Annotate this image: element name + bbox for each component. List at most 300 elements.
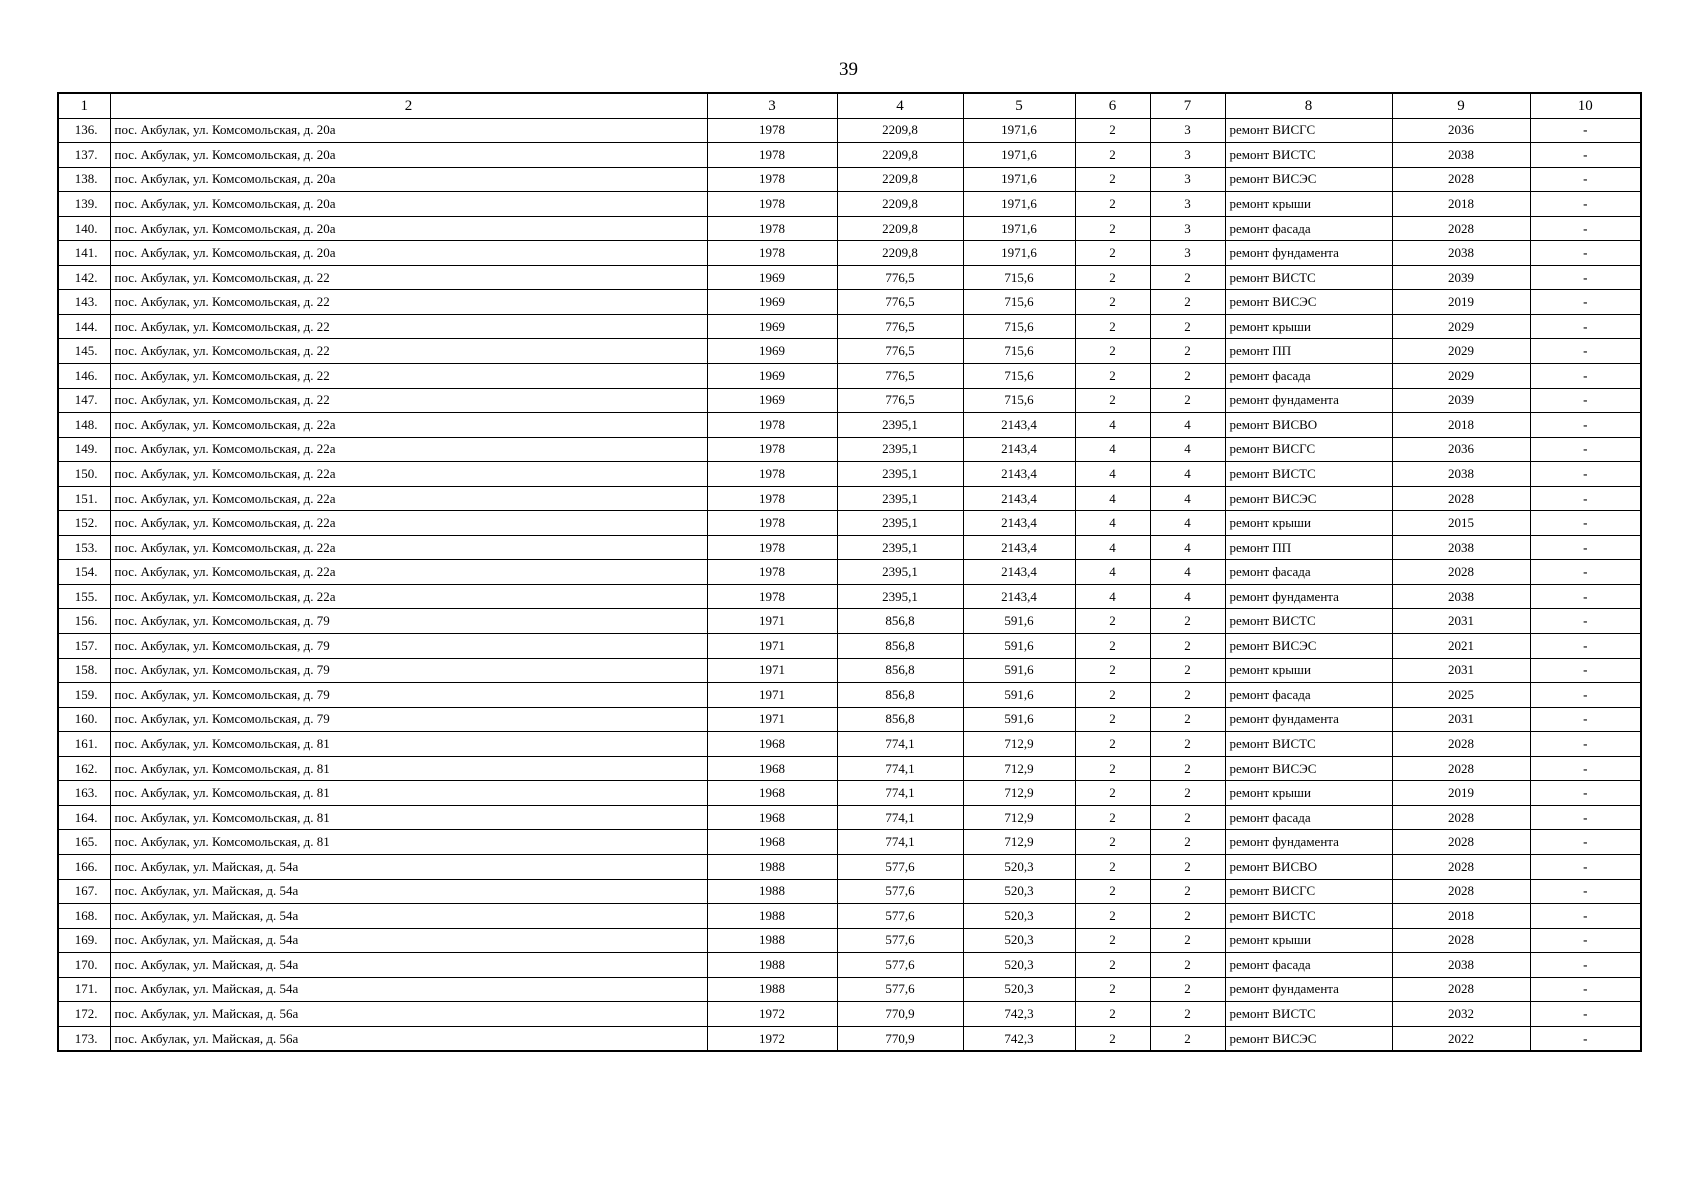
cell-total-area: 577,6 (837, 904, 963, 929)
cell-note: - (1530, 462, 1641, 487)
table-row (58, 732, 1641, 757)
cell-entrances: 4 (1150, 511, 1225, 536)
cell-work-type: ремонт ВИСЭС (1225, 486, 1392, 511)
cell-row-number: 167. (58, 879, 110, 904)
cell-living-area: 1971,6 (963, 143, 1075, 168)
cell-work-type: ремонт ВИСТС (1225, 609, 1392, 634)
cell-entrances: 3 (1150, 192, 1225, 217)
cell-living-area: 742,3 (963, 1026, 1075, 1051)
cell-build-year: 1969 (707, 339, 837, 364)
cell-planned-year: 2028 (1392, 167, 1530, 192)
cell-total-area: 2209,8 (837, 192, 963, 217)
cell-entrances: 2 (1150, 1002, 1225, 1027)
cell-note: - (1530, 658, 1641, 683)
cell-row-number: 173. (58, 1026, 110, 1051)
column-header-7: 7 (1150, 93, 1225, 118)
cell-row-number: 137. (58, 143, 110, 168)
cell-total-area: 776,5 (837, 314, 963, 339)
cell-living-area: 1971,6 (963, 192, 1075, 217)
cell-living-area: 2143,4 (963, 462, 1075, 487)
cell-floors: 2 (1075, 241, 1150, 266)
cell-floors: 2 (1075, 265, 1150, 290)
cell-work-type: ремонт ВИСЭС (1225, 167, 1392, 192)
cell-address: пос. Акбулак, ул. Майская, д. 54а (110, 904, 707, 929)
cell-address: пос. Акбулак, ул. Комсомольская, д. 22 (110, 364, 707, 389)
cell-build-year: 1988 (707, 928, 837, 953)
cell-build-year: 1971 (707, 609, 837, 634)
column-header-6: 6 (1075, 93, 1150, 118)
cell-living-area: 1971,6 (963, 118, 1075, 143)
cell-planned-year: 2015 (1392, 511, 1530, 536)
cell-total-area: 776,5 (837, 388, 963, 413)
table-row (58, 830, 1641, 855)
cell-build-year: 1969 (707, 388, 837, 413)
cell-entrances: 2 (1150, 707, 1225, 732)
cell-planned-year: 2038 (1392, 953, 1530, 978)
cell-work-type: ремонт ВИСГС (1225, 879, 1392, 904)
cell-note: - (1530, 756, 1641, 781)
cell-work-type: ремонт ВИСЭС (1225, 290, 1392, 315)
cell-row-number: 143. (58, 290, 110, 315)
cell-living-area: 712,9 (963, 781, 1075, 806)
cell-build-year: 1969 (707, 364, 837, 389)
cell-living-area: 520,3 (963, 928, 1075, 953)
cell-living-area: 591,6 (963, 683, 1075, 708)
cell-planned-year: 2029 (1392, 364, 1530, 389)
cell-row-number: 141. (58, 241, 110, 266)
cell-note: - (1530, 241, 1641, 266)
cell-address: пос. Акбулак, ул. Майская, д. 54а (110, 953, 707, 978)
cell-living-area: 591,6 (963, 609, 1075, 634)
cell-work-type: ремонт фундамента (1225, 584, 1392, 609)
cell-address: пос. Акбулак, ул. Майская, д. 56а (110, 1002, 707, 1027)
table-row (58, 560, 1641, 585)
cell-address: пос. Акбулак, ул. Комсомольская, д. 79 (110, 683, 707, 708)
cell-floors: 2 (1075, 192, 1150, 217)
cell-row-number: 159. (58, 683, 110, 708)
cell-work-type: ремонт ВИСГС (1225, 437, 1392, 462)
cell-row-number: 171. (58, 977, 110, 1002)
cell-total-area: 774,1 (837, 756, 963, 781)
cell-note: - (1530, 879, 1641, 904)
cell-total-area: 577,6 (837, 977, 963, 1002)
cell-floors: 4 (1075, 486, 1150, 511)
table-row (58, 756, 1641, 781)
table-row (58, 216, 1641, 241)
cell-floors: 4 (1075, 535, 1150, 560)
cell-planned-year: 2028 (1392, 560, 1530, 585)
cell-floors: 2 (1075, 388, 1150, 413)
cell-row-number: 168. (58, 904, 110, 929)
cell-living-area: 520,3 (963, 977, 1075, 1002)
cell-total-area: 577,6 (837, 928, 963, 953)
cell-total-area: 776,5 (837, 265, 963, 290)
cell-work-type: ремонт ВИСЭС (1225, 756, 1392, 781)
cell-total-area: 2395,1 (837, 437, 963, 462)
cell-note: - (1530, 413, 1641, 438)
cell-build-year: 1978 (707, 216, 837, 241)
cell-note: - (1530, 118, 1641, 143)
cell-floors: 2 (1075, 904, 1150, 929)
cell-row-number: 169. (58, 928, 110, 953)
cell-entrances: 2 (1150, 830, 1225, 855)
cell-entrances: 4 (1150, 535, 1225, 560)
cell-note: - (1530, 781, 1641, 806)
cell-entrances: 2 (1150, 364, 1225, 389)
page-number: 39 (839, 59, 858, 80)
cell-living-area: 520,3 (963, 879, 1075, 904)
cell-floors: 2 (1075, 683, 1150, 708)
cell-planned-year: 2028 (1392, 216, 1530, 241)
cell-living-area: 712,9 (963, 732, 1075, 757)
cell-work-type: ремонт фасада (1225, 216, 1392, 241)
cell-planned-year: 2029 (1392, 339, 1530, 364)
cell-row-number: 156. (58, 609, 110, 634)
cell-note: - (1530, 683, 1641, 708)
cell-planned-year: 2036 (1392, 118, 1530, 143)
cell-planned-year: 2018 (1392, 192, 1530, 217)
cell-total-area: 577,6 (837, 953, 963, 978)
cell-note: - (1530, 928, 1641, 953)
table-row (58, 241, 1641, 266)
cell-planned-year: 2028 (1392, 977, 1530, 1002)
cell-note: - (1530, 854, 1641, 879)
table-row (58, 928, 1641, 953)
table-row (58, 339, 1641, 364)
table-row (58, 437, 1641, 462)
cell-address: пос. Акбулак, ул. Комсомольская, д. 22 (110, 314, 707, 339)
cell-total-area: 2395,1 (837, 462, 963, 487)
cell-build-year: 1978 (707, 437, 837, 462)
table-row (58, 486, 1641, 511)
cell-note: - (1530, 609, 1641, 634)
cell-row-number: 162. (58, 756, 110, 781)
cell-work-type: ремонт ВИСЭС (1225, 1026, 1392, 1051)
cell-living-area: 591,6 (963, 707, 1075, 732)
cell-address: пос. Акбулак, ул. Комсомольская, д. 20а (110, 167, 707, 192)
cell-note: - (1530, 486, 1641, 511)
cell-build-year: 1978 (707, 192, 837, 217)
cell-entrances: 2 (1150, 879, 1225, 904)
cell-row-number: 158. (58, 658, 110, 683)
cell-row-number: 172. (58, 1002, 110, 1027)
cell-entrances: 2 (1150, 265, 1225, 290)
cell-entrances: 2 (1150, 732, 1225, 757)
cell-entrances: 4 (1150, 462, 1225, 487)
cell-row-number: 153. (58, 535, 110, 560)
cell-entrances: 2 (1150, 928, 1225, 953)
cell-planned-year: 2021 (1392, 634, 1530, 659)
cell-row-number: 170. (58, 953, 110, 978)
cell-work-type: ремонт фасада (1225, 805, 1392, 830)
cell-floors: 2 (1075, 364, 1150, 389)
cell-build-year: 1978 (707, 143, 837, 168)
cell-total-area: 856,8 (837, 634, 963, 659)
cell-total-area: 776,5 (837, 364, 963, 389)
cell-living-area: 2143,4 (963, 511, 1075, 536)
cell-total-area: 856,8 (837, 707, 963, 732)
cell-entrances: 2 (1150, 781, 1225, 806)
table-row (58, 953, 1641, 978)
cell-total-area: 2395,1 (837, 535, 963, 560)
cell-entrances: 4 (1150, 437, 1225, 462)
cell-entrances: 2 (1150, 388, 1225, 413)
column-header-3: 3 (707, 93, 837, 118)
cell-planned-year: 2028 (1392, 732, 1530, 757)
table-row (58, 904, 1641, 929)
cell-work-type: ремонт ПП (1225, 339, 1392, 364)
cell-floors: 4 (1075, 560, 1150, 585)
column-header-1: 1 (58, 93, 110, 118)
cell-total-area: 776,5 (837, 339, 963, 364)
cell-total-area: 2209,8 (837, 167, 963, 192)
cell-note: - (1530, 290, 1641, 315)
cell-total-area: 2395,1 (837, 511, 963, 536)
cell-work-type: ремонт ПП (1225, 535, 1392, 560)
cell-entrances: 4 (1150, 486, 1225, 511)
cell-address: пос. Акбулак, ул. Майская, д. 54а (110, 928, 707, 953)
cell-entrances: 2 (1150, 609, 1225, 634)
cell-note: - (1530, 1002, 1641, 1027)
cell-row-number: 145. (58, 339, 110, 364)
cell-living-area: 520,3 (963, 854, 1075, 879)
cell-total-area: 2395,1 (837, 486, 963, 511)
cell-address: пос. Акбулак, ул. Комсомольская, д. 20а (110, 241, 707, 266)
cell-floors: 2 (1075, 290, 1150, 315)
cell-address: пос. Акбулак, ул. Майская, д. 54а (110, 977, 707, 1002)
table-row (58, 314, 1641, 339)
cell-note: - (1530, 216, 1641, 241)
cell-build-year: 1978 (707, 535, 837, 560)
cell-living-area: 742,3 (963, 1002, 1075, 1027)
cell-floors: 4 (1075, 462, 1150, 487)
cell-work-type: ремонт крыши (1225, 192, 1392, 217)
cell-floors: 2 (1075, 953, 1150, 978)
cell-address: пос. Акбулак, ул. Комсомольская, д. 22а (110, 413, 707, 438)
cell-row-number: 146. (58, 364, 110, 389)
cell-work-type: ремонт ВИСТС (1225, 732, 1392, 757)
cell-work-type: ремонт фундамента (1225, 977, 1392, 1002)
cell-floors: 2 (1075, 928, 1150, 953)
cell-planned-year: 2028 (1392, 486, 1530, 511)
cell-entrances: 3 (1150, 241, 1225, 266)
cell-living-area: 2143,4 (963, 584, 1075, 609)
cell-address: пос. Акбулак, ул. Комсомольская, д. 22а (110, 511, 707, 536)
cell-planned-year: 2036 (1392, 437, 1530, 462)
cell-note: - (1530, 634, 1641, 659)
cell-work-type: ремонт крыши (1225, 314, 1392, 339)
cell-build-year: 1978 (707, 241, 837, 266)
cell-entrances: 2 (1150, 756, 1225, 781)
table-row (58, 535, 1641, 560)
table-row (58, 192, 1641, 217)
cell-living-area: 715,6 (963, 388, 1075, 413)
cell-total-area: 2395,1 (837, 560, 963, 585)
table-row (58, 707, 1641, 732)
cell-row-number: 154. (58, 560, 110, 585)
cell-planned-year: 2028 (1392, 805, 1530, 830)
cell-living-area: 715,6 (963, 265, 1075, 290)
cell-address: пос. Акбулак, ул. Комсомольская, д. 22 (110, 265, 707, 290)
table-row (58, 609, 1641, 634)
cell-total-area: 774,1 (837, 830, 963, 855)
cell-total-area: 856,8 (837, 658, 963, 683)
table-row (58, 143, 1641, 168)
cell-work-type: ремонт ВИСТС (1225, 265, 1392, 290)
table-row (58, 683, 1641, 708)
cell-note: - (1530, 560, 1641, 585)
cell-build-year: 1978 (707, 118, 837, 143)
column-header-2: 2 (110, 93, 707, 118)
cell-planned-year: 2031 (1392, 658, 1530, 683)
table-row (58, 167, 1641, 192)
cell-address: пос. Акбулак, ул. Комсомольская, д. 20а (110, 118, 707, 143)
cell-floors: 2 (1075, 756, 1150, 781)
table-row (58, 634, 1641, 659)
table-body (58, 118, 1641, 1051)
cell-work-type: ремонт фундамента (1225, 388, 1392, 413)
cell-note: - (1530, 167, 1641, 192)
cell-address: пос. Акбулак, ул. Комсомольская, д. 20а (110, 216, 707, 241)
table-row (58, 290, 1641, 315)
cell-build-year: 1971 (707, 634, 837, 659)
cell-row-number: 147. (58, 388, 110, 413)
cell-address: пос. Акбулак, ул. Комсомольская, д. 22а (110, 437, 707, 462)
cell-planned-year: 2039 (1392, 388, 1530, 413)
cell-entrances: 3 (1150, 167, 1225, 192)
cell-address: пос. Акбулак, ул. Комсомольская, д. 81 (110, 756, 707, 781)
cell-planned-year: 2022 (1392, 1026, 1530, 1051)
cell-note: - (1530, 953, 1641, 978)
cell-total-area: 2209,8 (837, 118, 963, 143)
cell-build-year: 1969 (707, 290, 837, 315)
cell-planned-year: 2018 (1392, 413, 1530, 438)
cell-address: пос. Акбулак, ул. Комсомольская, д. 22а (110, 560, 707, 585)
column-header-10: 10 (1530, 93, 1641, 118)
cell-row-number: 157. (58, 634, 110, 659)
cell-total-area: 776,5 (837, 290, 963, 315)
table-row (58, 265, 1641, 290)
cell-work-type: ремонт фасада (1225, 560, 1392, 585)
cell-floors: 2 (1075, 118, 1150, 143)
cell-entrances: 3 (1150, 143, 1225, 168)
table-row (58, 413, 1641, 438)
cell-work-type: ремонт ВИСВО (1225, 854, 1392, 879)
cell-row-number: 152. (58, 511, 110, 536)
cell-living-area: 520,3 (963, 904, 1075, 929)
cell-note: - (1530, 192, 1641, 217)
cell-planned-year: 2028 (1392, 879, 1530, 904)
cell-row-number: 155. (58, 584, 110, 609)
cell-floors: 4 (1075, 413, 1150, 438)
cell-floors: 2 (1075, 1002, 1150, 1027)
table-row (58, 1002, 1641, 1027)
cell-work-type: ремонт ВИСТС (1225, 143, 1392, 168)
cell-address: пос. Акбулак, ул. Комсомольская, д. 79 (110, 707, 707, 732)
cell-address: пос. Акбулак, ул. Комсомольская, д. 22 (110, 339, 707, 364)
cell-living-area: 712,9 (963, 830, 1075, 855)
cell-note: - (1530, 830, 1641, 855)
cell-work-type: ремонт крыши (1225, 781, 1392, 806)
cell-entrances: 2 (1150, 290, 1225, 315)
cell-row-number: 150. (58, 462, 110, 487)
cell-address: пос. Акбулак, ул. Майская, д. 54а (110, 854, 707, 879)
cell-build-year: 1969 (707, 265, 837, 290)
cell-row-number: 144. (58, 314, 110, 339)
cell-planned-year: 2029 (1392, 314, 1530, 339)
cell-total-area: 2209,8 (837, 241, 963, 266)
cell-row-number: 160. (58, 707, 110, 732)
cell-total-area: 2395,1 (837, 584, 963, 609)
cell-address: пос. Акбулак, ул. Комсомольская, д. 20а (110, 192, 707, 217)
table-row (58, 1026, 1641, 1051)
table-row (58, 364, 1641, 389)
cell-build-year: 1971 (707, 683, 837, 708)
table-row (58, 854, 1641, 879)
cell-floors: 2 (1075, 879, 1150, 904)
cell-total-area: 2209,8 (837, 143, 963, 168)
cell-row-number: 151. (58, 486, 110, 511)
cell-floors: 4 (1075, 584, 1150, 609)
cell-address: пос. Акбулак, ул. Комсомольская, д. 79 (110, 609, 707, 634)
cell-entrances: 2 (1150, 904, 1225, 929)
cell-row-number: 166. (58, 854, 110, 879)
table-row (58, 511, 1641, 536)
cell-row-number: 136. (58, 118, 110, 143)
cell-total-area: 770,9 (837, 1002, 963, 1027)
cell-floors: 2 (1075, 314, 1150, 339)
cell-note: - (1530, 977, 1641, 1002)
cell-planned-year: 2038 (1392, 535, 1530, 560)
housing-repair-table (57, 92, 1642, 1052)
cell-planned-year: 2019 (1392, 781, 1530, 806)
cell-note: - (1530, 388, 1641, 413)
cell-total-area: 770,9 (837, 1026, 963, 1051)
cell-build-year: 1968 (707, 732, 837, 757)
table-row (58, 584, 1641, 609)
cell-work-type: ремонт крыши (1225, 658, 1392, 683)
cell-living-area: 715,6 (963, 290, 1075, 315)
cell-build-year: 1978 (707, 413, 837, 438)
cell-note: - (1530, 314, 1641, 339)
cell-total-area: 577,6 (837, 854, 963, 879)
cell-entrances: 4 (1150, 413, 1225, 438)
table-row (58, 658, 1641, 683)
cell-total-area: 856,8 (837, 609, 963, 634)
cell-work-type: ремонт ВИСТС (1225, 1002, 1392, 1027)
cell-entrances: 2 (1150, 1026, 1225, 1051)
cell-floors: 2 (1075, 854, 1150, 879)
column-header-9: 9 (1392, 93, 1530, 118)
cell-planned-year: 2038 (1392, 143, 1530, 168)
cell-address: пос. Акбулак, ул. Комсомольская, д. 81 (110, 805, 707, 830)
cell-floors: 2 (1075, 216, 1150, 241)
cell-work-type: ремонт крыши (1225, 928, 1392, 953)
cell-living-area: 712,9 (963, 805, 1075, 830)
cell-living-area: 2143,4 (963, 560, 1075, 585)
cell-living-area: 715,6 (963, 364, 1075, 389)
cell-living-area: 2143,4 (963, 535, 1075, 560)
cell-planned-year: 2028 (1392, 928, 1530, 953)
cell-planned-year: 2038 (1392, 584, 1530, 609)
cell-planned-year: 2038 (1392, 462, 1530, 487)
cell-total-area: 856,8 (837, 683, 963, 708)
cell-address: пос. Акбулак, ул. Комсомольская, д. 22 (110, 388, 707, 413)
cell-address: пос. Акбулак, ул. Комсомольская, д. 81 (110, 781, 707, 806)
cell-address: пос. Акбулак, ул. Комсомольская, д. 79 (110, 658, 707, 683)
cell-row-number: 164. (58, 805, 110, 830)
cell-work-type: ремонт крыши (1225, 511, 1392, 536)
